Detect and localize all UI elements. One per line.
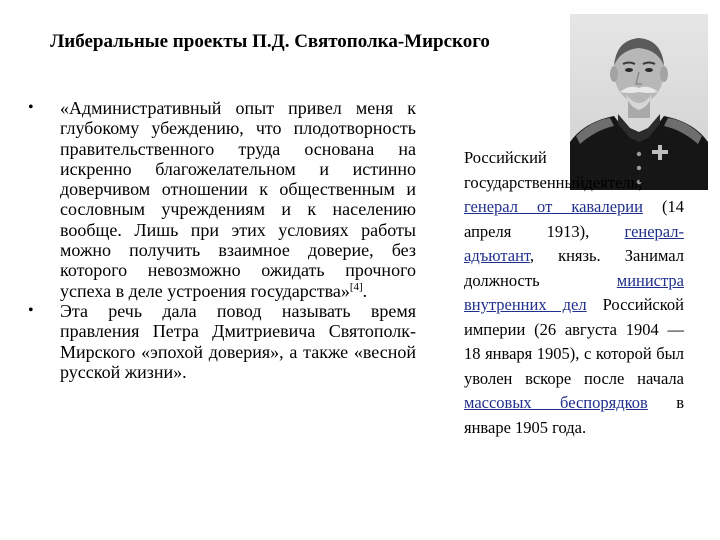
biography-text <box>464 146 684 440</box>
link-mass-riots[interactable]: массовых беспорядков <box>464 393 648 412</box>
epoch-text: Эта речь дала повод называть время правления Петра Дмитриевича Святополк-Мирского «эпохой доверия», а также «весной русской жизни». <box>60 300 416 382</box>
bullet-list <box>28 98 416 382</box>
quote-text: «Административный опыт привел меня к глубокому убеждению, что плодотворность правительственного труда основана на искренно благожелательном и истинно доверчивом отношении к общественным и сословным учреждениям и к населению вообще. Лишь при этих условиях работы можно получить взаимное доверие, без которого невозможно ожидать прочного успеха в деле устроения государства» <box>60 98 416 301</box>
footnote-ref: [4] <box>349 280 363 293</box>
bio-text-6: в январе 1905 года. <box>464 393 684 437</box>
bullet-epoch <box>28 301 416 382</box>
bio-text-5: Российской империи (26 августа 1904 — 18 января 1905), с которой был уволен вскоре после начала <box>464 295 684 388</box>
link-general-cavalry[interactable]: генерал от кавалерии <box>464 197 643 216</box>
bio-text-2: государственныйдеятель; <box>464 172 643 192</box>
bio-text-3: (14 апреля 1913), <box>464 197 684 241</box>
bio-text-1: Российский <box>464 148 547 167</box>
slide-title: Либеральные проекты П.Д. Святополка-Мирского <box>50 31 490 52</box>
link-interior-minister[interactable]: министра внутренних дел <box>464 270 684 314</box>
bullet-quote <box>28 98 416 301</box>
bio-text-4: , князь. Занимал должность <box>464 246 684 290</box>
quote-tail: . <box>362 280 368 301</box>
link-adjutant-general[interactable]: генерал-адъютант <box>464 221 684 265</box>
